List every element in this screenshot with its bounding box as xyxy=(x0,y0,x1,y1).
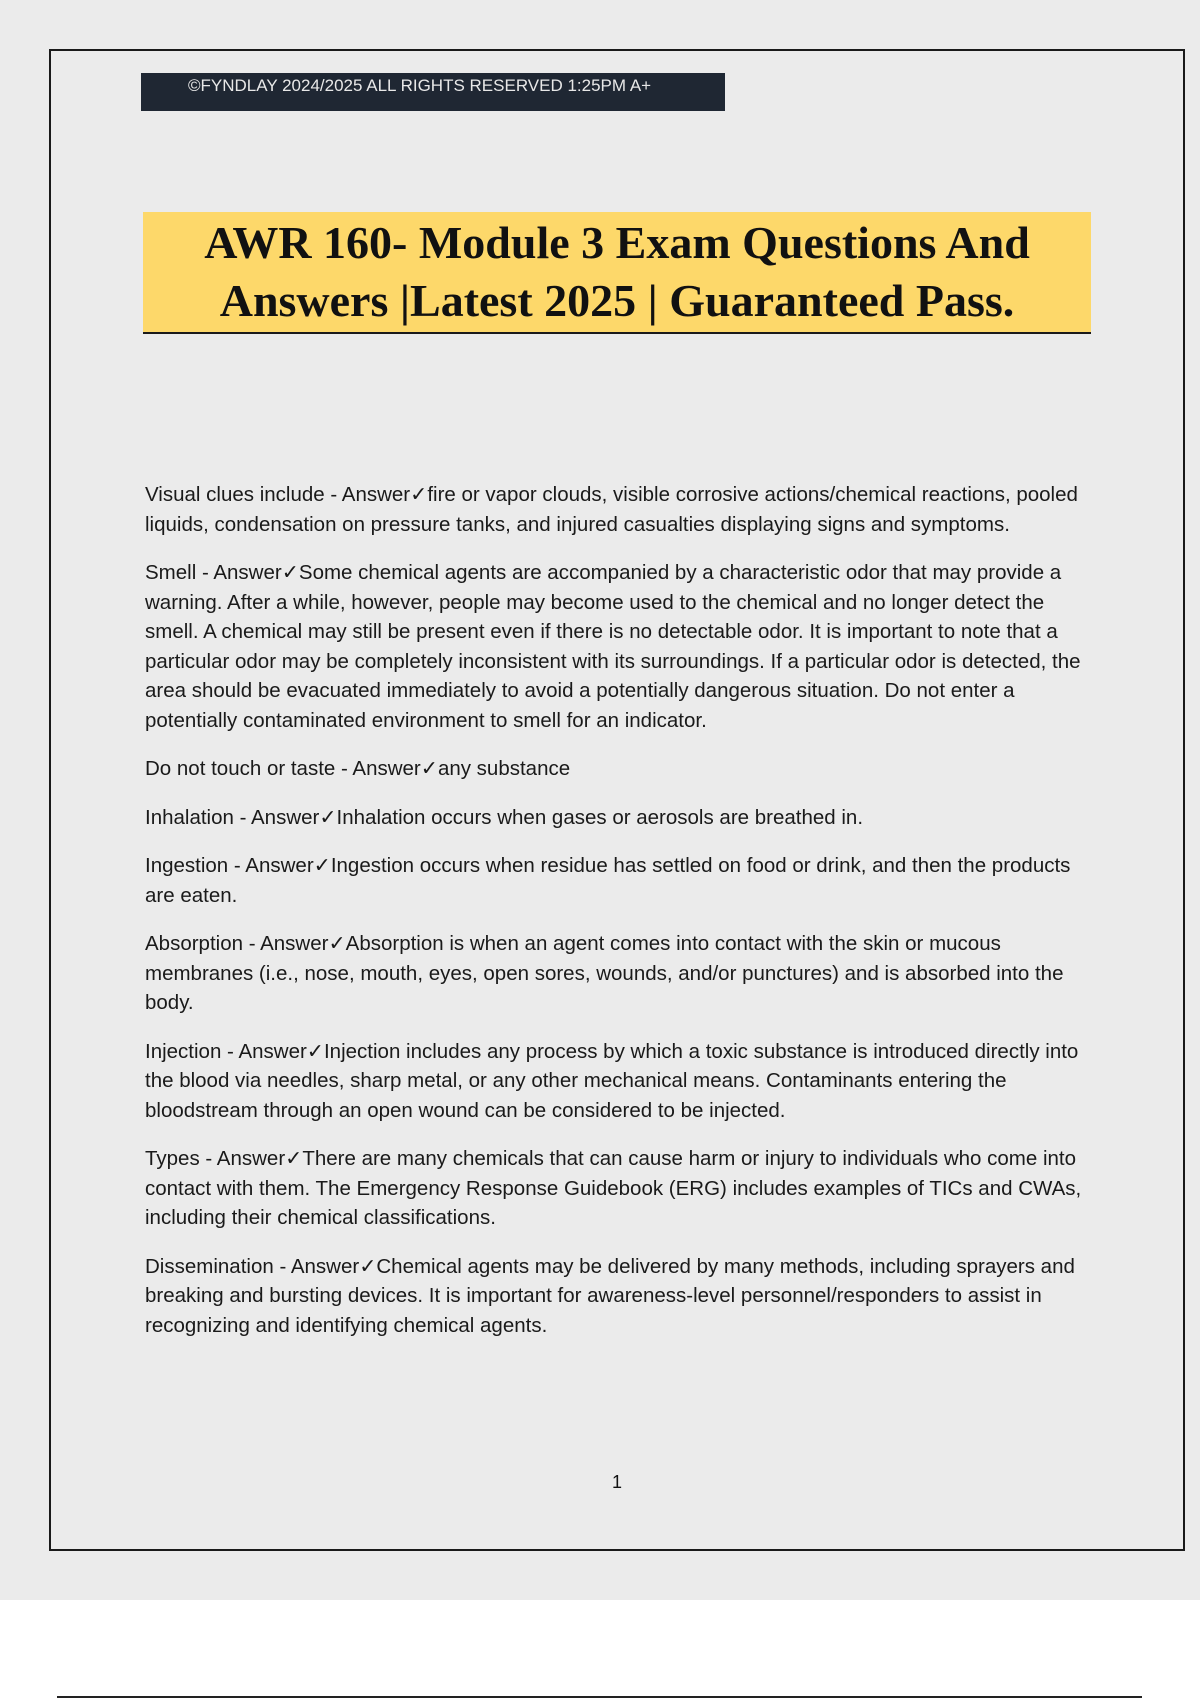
qa-item xyxy=(145,558,1095,735)
document-title xyxy=(143,212,1091,334)
qa-term: Dissemination xyxy=(145,1254,274,1278)
qa-separator: - Answer✓ xyxy=(196,561,299,584)
qa-separator: - Answer✓ xyxy=(243,932,346,955)
qa-separator: - Answer✓ xyxy=(233,805,337,829)
copyright-banner: ©FYNDLAY 2024/2025 ALL RIGHTS RESERVED 1:25PM A+ xyxy=(141,73,725,111)
qa-answer: Ingestion occurs when residue has settled on food or drink, and then the products are eaten. xyxy=(145,854,1071,907)
qa-separator: - Answer✓ xyxy=(221,1039,324,1063)
qa-answer: any substance xyxy=(437,757,571,780)
title-line-1: AWR 160- Module 3 Exam Questions And xyxy=(204,217,1030,268)
qa-term: Do not touch or taste xyxy=(145,757,336,780)
qa-item xyxy=(145,1252,1095,1341)
qa-answer: Inhalation occurs when gases or aerosols are breathed in. xyxy=(336,805,864,829)
qa-separator: - Answer✓ xyxy=(335,757,438,780)
qa-item xyxy=(145,480,1095,539)
qa-term: Types xyxy=(145,1147,200,1170)
qa-separator: - Answer✓ xyxy=(273,1254,377,1278)
qa-answer: Chemical agents may be delivered by many methods, including sprayers and breaking and bursting devices. It is important for awareness-level personnel/responders to assist in recognizing and identifying chemical agents. xyxy=(145,1254,1075,1337)
qa-term: Ingestion xyxy=(145,854,229,877)
qa-item xyxy=(145,803,1095,833)
qa-item xyxy=(145,1144,1095,1233)
title-line-2: Answers |Latest 2025 | Guaranteed Pass. xyxy=(219,275,1015,326)
qa-term: Inhalation xyxy=(145,805,234,829)
qa-answer: Injection includes any process by which a toxic substance is introduced directly into the blood via needles, sharp metal, or any other mechanical means. Contaminants entering the bloodstream through an open wound can be considered to be injected. xyxy=(145,1039,1079,1122)
qa-answer: fire or vapor clouds, visible corrosive actions/chemical reactions, pooled liquids, condensation on pressure tanks, and injured casualties displaying signs and symptoms. xyxy=(145,483,1078,536)
qa-answer: Some chemical agents are accompanied by a characteristic odor that may provide a warning. After a while, however, people may become used to the chemical and no longer detect the smell. A chemical may still be present even if there is no detectable odor. It is important to note that a particular odor may be completely inconsistent with its surroundings. If a particular odor is detected, the area should be evacuated immediately to avoid a potentially dangerous situation. Do not enter a potentially contaminated environment to smell for an indicator. xyxy=(145,561,1081,732)
page-number: 1 xyxy=(611,1472,622,1492)
qa-answer: Absorption is when an agent comes into contact with the skin or mucous membranes (i.e., nose, mouth, eyes, open sores, wounds, and/or punctures) and is absorbed into the body. xyxy=(145,932,1064,1014)
qa-item xyxy=(145,851,1095,910)
qa-separator: - Answer✓ xyxy=(228,854,331,877)
qa-item xyxy=(145,929,1095,1018)
qa-item xyxy=(145,754,1095,784)
qa-term: Visual clues include xyxy=(145,483,325,506)
qa-list xyxy=(145,480,1095,1359)
qa-item xyxy=(145,1037,1095,1126)
qa-separator: - Answer✓ xyxy=(199,1147,303,1170)
qa-separator: - Answer✓ xyxy=(324,483,428,506)
qa-answer: There are many chemicals that can cause harm or injury to individuals who come into contact with them. The Emergency Response Guidebook (ERG) includes examples of TICs and CWAs, including their chemical classifications. xyxy=(145,1147,1082,1229)
qa-term: Absorption xyxy=(145,932,244,955)
qa-term: Smell xyxy=(145,561,197,584)
next-page-top-rule xyxy=(57,1696,1142,1698)
qa-term: Injection xyxy=(145,1039,222,1063)
